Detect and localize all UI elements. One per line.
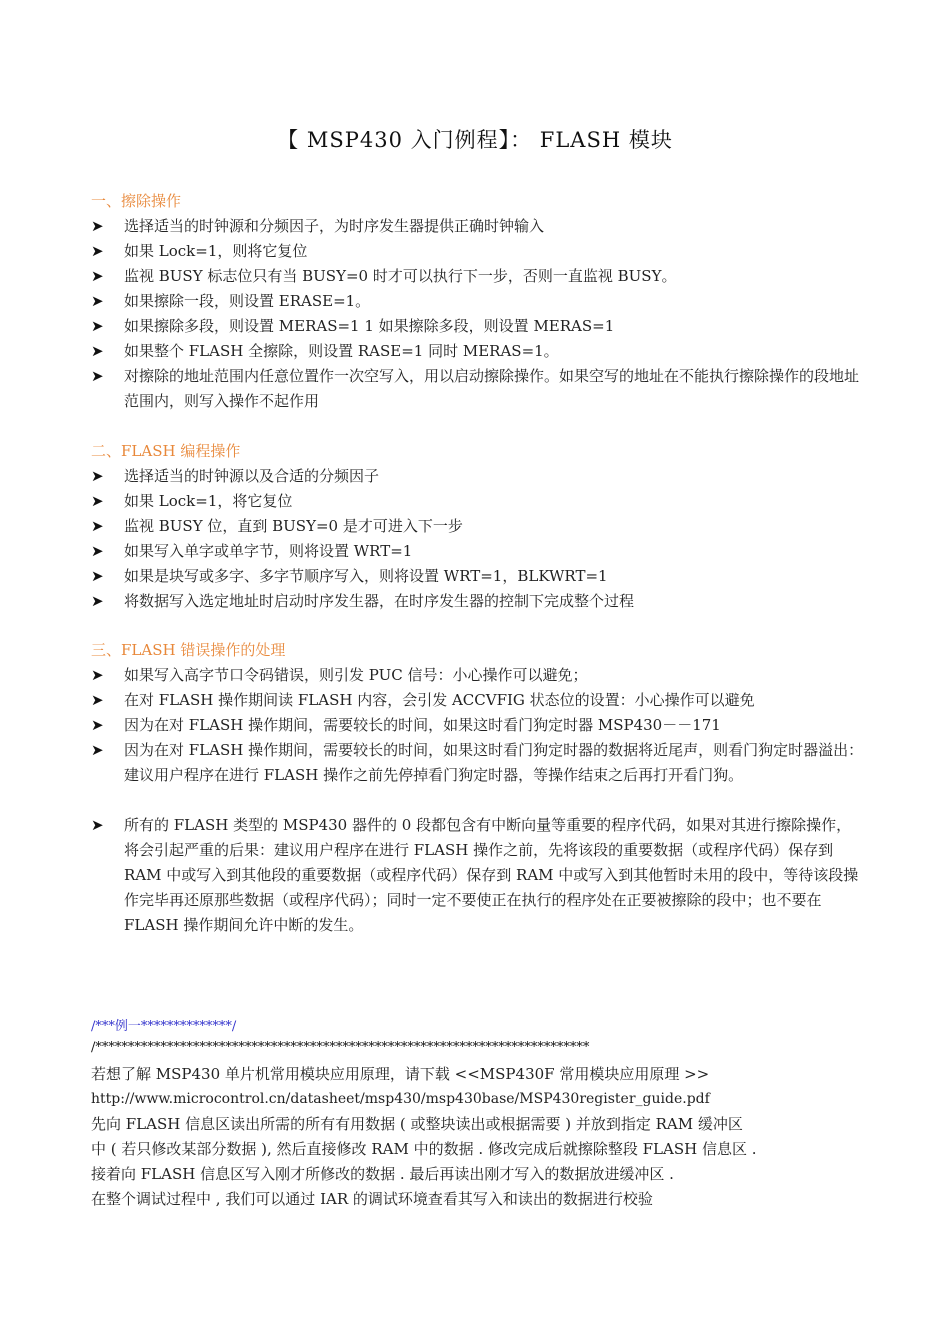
list-item: ➤ 如果擦除一段，则设置 ERASE=1。	[91, 289, 866, 314]
arrow-bullet-icon: ➤	[91, 666, 104, 684]
arrow-bullet-icon: ➤	[91, 716, 104, 734]
list-item: ➤ 如果写入单字或单字节，则将设置 WRT=1	[91, 539, 866, 564]
arrow-bullet-icon: ➤	[91, 492, 104, 510]
list-item: ➤ 所有的 FLASH 类型的 MSP430 器件的 0 段都包含有中断向量等重要的程序代码，如果对其进行擦除操作，将会引起严重的后果：建议用户程序在进行 FLASH 操作之前，先将该段的重要数据（或程序代码）保存到 RAM 中或写入到其他段的重要数据（或程序代码）保存到 RAM 中或写入到其他暂时未用的段中，等待该段操作完毕再还原那些数据（或程序代码）；同时一定不要使正在执行的程序处在正要被擦除的段中；也不要在 FLASH 操作期间允许中断的发生。	[91, 813, 866, 938]
arrow-bullet-icon: ➤	[91, 467, 104, 485]
paragraph-line: 若想了解 MSP430 单片机常用模块应用原理，请下载 <<MSP430F 常用模块应用原理 >>	[91, 1065, 710, 1083]
list-item: ➤ 如果擦除多段，则设置 MERAS=1 1 如果擦除多段，则设置 MERAS=1	[91, 314, 866, 339]
arrow-bullet-icon: ➤	[91, 567, 104, 585]
arrow-bullet-icon: ➤	[91, 342, 104, 360]
list-item: ➤ 如果 Lock=1，将它复位	[91, 489, 866, 514]
arrow-bullet-icon: ➤	[91, 292, 104, 310]
arrow-bullet-icon: ➤	[91, 542, 104, 560]
list-item: ➤ 选择适当的时钟源以及合适的分频因子	[91, 464, 866, 489]
list-item: ➤ 如果写入高字节口令码错误，则引发 PUC 信号：小心操作可以避免；	[91, 663, 866, 688]
list-item: ➤ 选择适当的时钟源和分频因子，为时序发生器提供正确时钟输入	[91, 214, 866, 239]
paragraph-line: 在整个调试过程中 , 我们可以通过 IAR 的调试环境查看其写入和读出的数据进行校验	[91, 1190, 653, 1208]
list-item: ➤ 如果整个 FLASH 全擦除，则设置 RASE=1 同时 MERAS=1。	[91, 339, 866, 364]
list-item: ➤ 如果 Lock=1，则将它复位	[91, 239, 866, 264]
list-item: ➤ 如果是块写或多字、多字节顺序写入，则将设置 WRT=1，BLKWRT=1	[91, 564, 866, 589]
list-item: ➤ 监视 BUSY 位，直到 BUSY=0 是才可进入下一步	[91, 514, 866, 539]
arrow-bullet-icon: ➤	[91, 517, 104, 535]
code-comment: /***例一**************/	[91, 1019, 237, 1034]
arrow-bullet-icon: ➤	[91, 267, 104, 285]
page-title: 【 MSP430 入门例程】： FLASH 模块	[277, 128, 673, 152]
list-item: ➤ 将数据写入选定地址时启动时序发生器，在时序发生器的控制下完成整个过程	[91, 589, 866, 614]
list-item: ➤ 对擦除的地址范围内任意位置作一次空写入，用以启动擦除操作。如果空写的地址在不能执行擦除操作的段地址范围内，则写入操作不起作用	[91, 364, 866, 414]
arrow-bullet-icon: ➤	[91, 367, 104, 385]
arrow-bullet-icon: ➤	[91, 217, 104, 235]
paragraph-line: 先向 FLASH 信息区读出所需的所有有用数据 ( 或整块读出或根据需要 ) 并放到指定 RAM 缓冲区	[91, 1115, 743, 1133]
arrow-bullet-icon: ➤	[91, 317, 104, 335]
list-item: ➤ 监视 BUSY 标志位只有当 BUSY=0 时才可以执行下一步，否则一直监视 BUSY。	[91, 264, 866, 289]
arrow-bullet-icon: ➤	[91, 592, 104, 610]
section-heading-erase: 一、擦除操作	[91, 192, 182, 210]
arrow-bullet-icon: ➤	[91, 691, 104, 709]
section-heading-errors: 三、FLASH 错误操作的处理	[91, 641, 286, 659]
pdf-link[interactable]: http://www.microcontrol.cn/datasheet/msp430/msp430base/MSP430register_guide.pdf	[91, 1091, 710, 1107]
paragraph-line: 接着向 FLASH 信息区写入刚才所修改的数据 . 最后再读出刚才写入的数据放进缓冲区 .	[91, 1165, 674, 1183]
section-heading-program: 二、FLASH 编程操作	[91, 442, 241, 460]
arrow-bullet-icon: ➤	[91, 242, 104, 260]
paragraph-line: 中 ( 若只修改某部分数据 ), 然后直接修改 RAM 中的数据 . 修改完成后就擦除整段 FLASH 信息区 .	[91, 1140, 757, 1158]
list-item: ➤ 因为在对 FLASH 操作期间，需要较长的时间，如果这时看门狗定时器 MSP430－－171	[91, 713, 866, 738]
code-comment-stars: /****************************************************************************	[91, 1040, 590, 1055]
arrow-bullet-icon: ➤	[91, 816, 104, 834]
list-item: ➤ 在对 FLASH 操作期间读 FLASH 内容，会引发 ACCVFIG 状态位的设置：小心操作可以避免	[91, 688, 866, 713]
arrow-bullet-icon: ➤	[91, 741, 104, 759]
list-item: ➤ 因为在对 FLASH 操作期间，需要较长的时间，如果这时看门狗定时器的数据将近尾声，则看门狗定时器溢出：建议用户程序在进行 FLASH 操作之前先停掉看门狗定时器，等操作结束之后再打开看门狗。	[91, 738, 866, 788]
